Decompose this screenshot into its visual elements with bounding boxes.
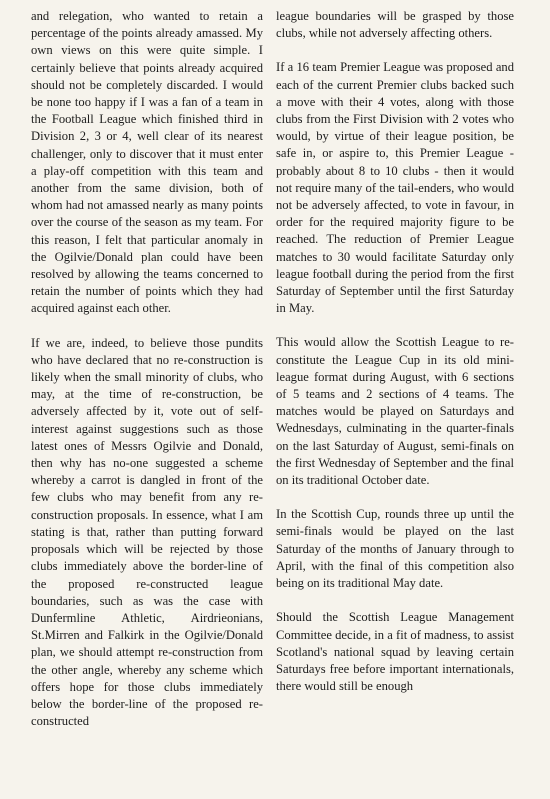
paragraph: If a 16 team Premier League was proposed and each of the current Premier clubs backed such a move with their 4 votes, along with those clubs from the First Division with 2 votes who would, by virtue of their league position, be safe in, or aspire to, this Premier League - probably about 8 to 10 clubs - then it would not require many of the tail-enders, who would not be adversely affected, to vote in favour, in order for the required majority figure to be reached. The reduction of Premier League matches to 30 would facilitate Saturday only league football during the period from the first Saturday of September until the first Saturday in May. (276, 60, 514, 316)
paragraph: and relegation, who wanted to retain a percentage of the points already amassed. My own views on this were quite simple. I certainly believe that points already acquired should not be completely discarded. I would be none too happy if I was a fan of a team in the Football League which finished third in Division 2, 3 or 4, well clear of its nearest challenger, only to discover that it must enter a play-off competition with this team and another from the same division, both of whom had not amassed nearly as many points over the course of the season as my team. For this reason, I felt that particular anomaly in the Ogilvie/Donald plan could have been resolved by allowing the teams concerned to retain the number of points which they had acquired against each other. (31, 9, 263, 316)
paragraph: Should the Scottish League Management Committee decide, in a fit of madness, to assist Scotland's national squad by leaving certain Saturdays free before important internationals, there would still be enough (276, 610, 514, 694)
paragraph: This would allow the Scottish League to re-constitute the League Cup in its old mini-league format during August, with 6 sections of 5 teams and 2 sections of 4 teams. The matches would be played on Saturdays and Wednesdays, culminating in the quarter-finals on the last Saturday of August, semi-finals on the first Wednesday of September and the final on its traditional October date. (276, 335, 514, 488)
paragraph: In the Scottish Cup, rounds three up until the semi-finals would be played on the last Saturday of the months of January through to April, with the final of this competition also being on its traditional May date. (276, 507, 514, 591)
paragraph: league boundaries will be grasped by those clubs, while not adversely affecting others. (276, 9, 514, 41)
paragraph: If we are, indeed, to believe those pundits who have declared that no re-construction is likely when the small minority of clubs, who may, at the time of re-construction, be adversely affected by it, vote out of self-interest against suggestions such as those latest ones of Messrs Ogilvie and Donald, then why has no-one suggested a scheme whereby a carrot is dangled in front of the few clubs who may benefit from any re-construction proposals. In essence, what I am stating is that, rather than putting forward proposals which will be rejected by those clubs immediately above the border-line of the proposed re-constructed league boundaries, such as was the case with Dunfermline Athletic, Airdrieonians, St.Mirren and Falkirk in the Ogilvie/Donald plan, we should attempt re-construction from the other angle, whereby any scheme which offers hope for those clubs immediately below the border-line of the proposed re-constructed (31, 335, 263, 729)
left-column (31, 8, 263, 730)
right-column (276, 8, 514, 695)
